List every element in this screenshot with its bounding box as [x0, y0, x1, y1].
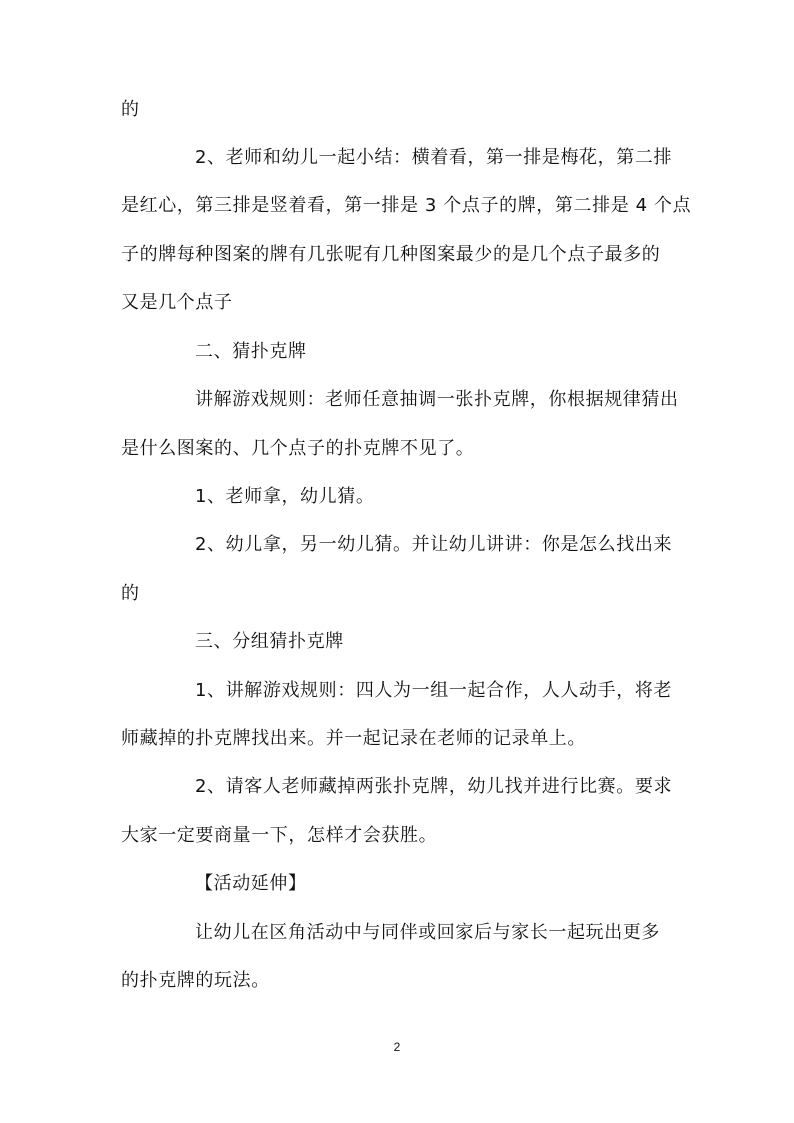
page-number: 2: [393, 1040, 401, 1054]
paragraph-line: 2、幼儿拿，另一幼儿猜。并让幼儿讲讲：你是怎么找出来: [195, 534, 673, 555]
paragraph-line: 是什么图案的、几个点子的扑克牌不见了。: [121, 438, 475, 459]
paragraph-line: 1、讲解游戏规则：四人为一组一起合作，人人动手，将老: [195, 680, 673, 701]
paragraph-line: 的扑克牌的玩法。: [121, 970, 270, 991]
paragraph-line: 2、老师和幼儿一起小结：横着看，第一排是梅花，第二排: [195, 147, 673, 168]
paragraph-line: 让幼儿在区角活动中与同伴或回家后与家长一起玩出更多: [195, 922, 660, 943]
section-heading: 三、分组猜扑克牌: [195, 631, 344, 652]
paragraph-line: 讲解游戏规则：老师任意抽调一张扑克牌，你根据规律猜出: [195, 389, 679, 410]
paragraph-line: 又是几个点子: [121, 292, 233, 313]
paragraph-line: 师藏掉的扑克牌找出来。并一起记录在老师的记录单上。: [121, 728, 586, 749]
section-heading: 【活动延伸】: [195, 873, 307, 894]
paragraph-line: 大家一定要商量一下，怎样才会获胜。: [121, 825, 438, 846]
paragraph-line: 的: [121, 583, 140, 604]
paragraph-line: 的: [121, 99, 140, 120]
paragraph-line: 2、请客人老师藏掉两张扑克牌，幼儿找并进行比赛。要求: [195, 776, 673, 797]
section-heading: 二、猜扑克牌: [195, 341, 307, 362]
paragraph-line: 1、老师拿，幼儿猜。: [195, 486, 375, 507]
paragraph-line: 子的牌每种图案的牌有几张呢有几种图案最少的是几个点子最多的: [121, 244, 661, 265]
paragraph-line: 是红心，第三排是竖着看，第一排是 3 个点子的牌，第二排是 4 个点: [121, 195, 692, 216]
